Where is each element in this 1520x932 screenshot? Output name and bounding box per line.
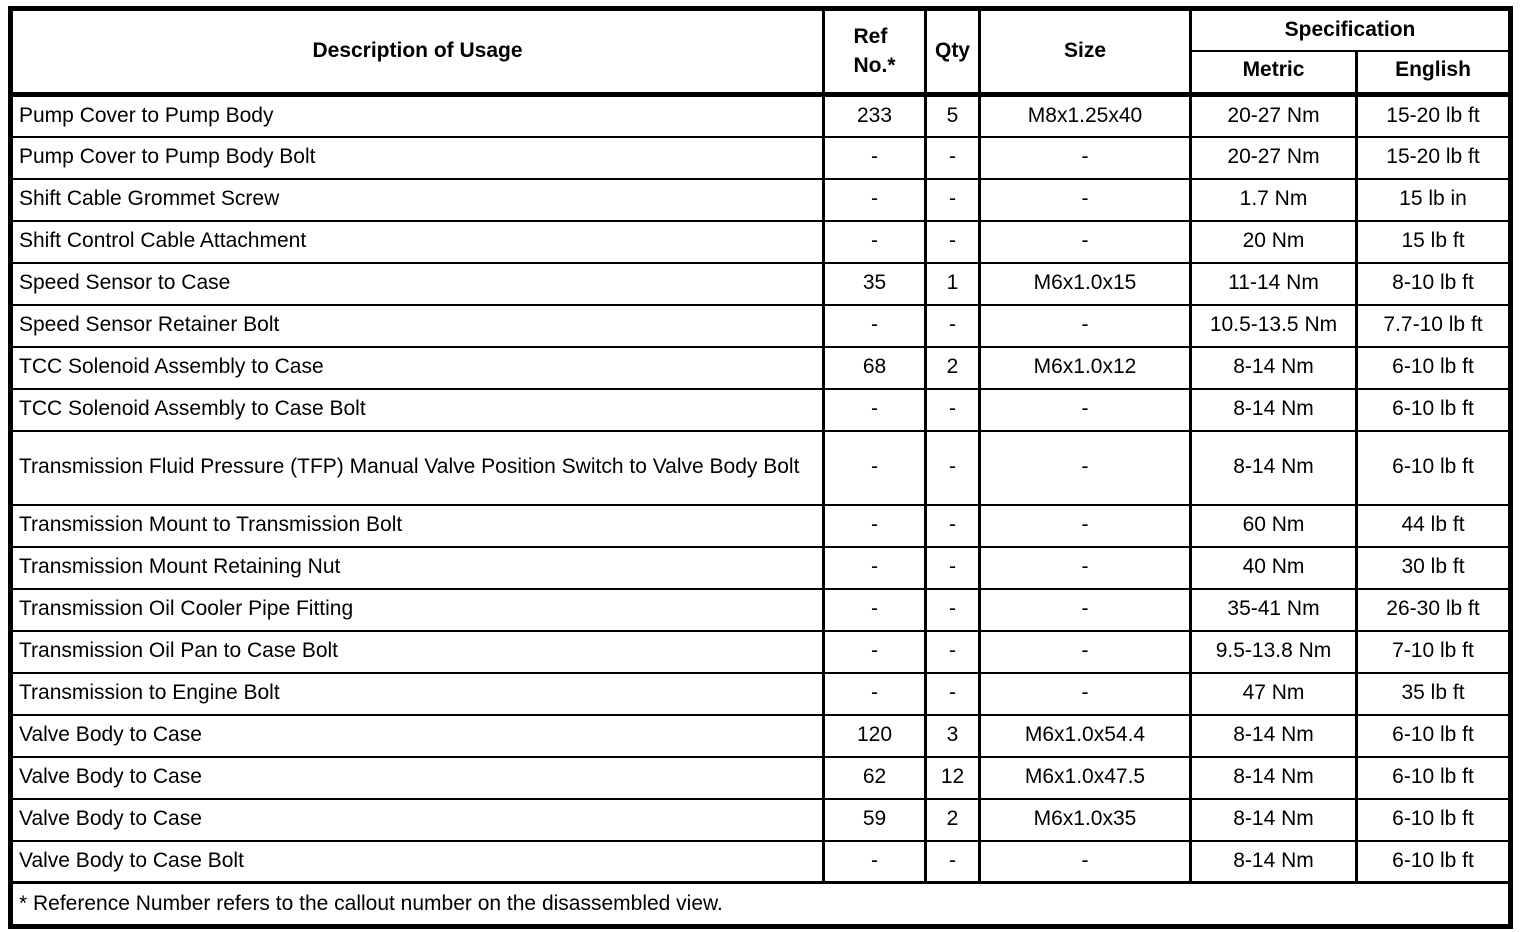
cell-ref: - <box>824 505 926 547</box>
cell-ref: 68 <box>824 347 926 389</box>
cell-metric: 10.5-13.5 Nm <box>1191 305 1357 347</box>
column-header-description: Description of Usage <box>11 9 824 95</box>
cell-qty: - <box>926 841 980 883</box>
cell-ref: - <box>824 673 926 715</box>
cell-english: 6-10 lb ft <box>1357 799 1511 841</box>
cell-qty: - <box>926 305 980 347</box>
table-row <box>11 305 1511 347</box>
cell-size: - <box>980 221 1191 263</box>
cell-qty: 1 <box>926 263 980 305</box>
ref-no-label <box>854 23 896 80</box>
cell-english: 44 lb ft <box>1357 505 1511 547</box>
cell-metric: 8-14 Nm <box>1191 431 1357 505</box>
cell-qty: - <box>926 631 980 673</box>
cell-size: - <box>980 137 1191 179</box>
cell-ref: - <box>824 431 926 505</box>
cell-qty: 2 <box>926 799 980 841</box>
cell-qty: - <box>926 389 980 431</box>
cell-size: - <box>980 505 1191 547</box>
cell-metric: 9.5-13.8 Nm <box>1191 631 1357 673</box>
cell-ref: - <box>824 389 926 431</box>
cell-size: M6x1.0x54.4 <box>980 715 1191 757</box>
cell-qty: - <box>926 505 980 547</box>
cell-english: 6-10 lb ft <box>1357 347 1511 389</box>
table-row <box>11 589 1511 631</box>
cell-qty: - <box>926 589 980 631</box>
table-row <box>11 179 1511 221</box>
cell-size: - <box>980 389 1191 431</box>
cell-qty: 12 <box>926 757 980 799</box>
ref-no-line1: Ref <box>853 25 888 49</box>
cell-ref: - <box>824 631 926 673</box>
cell-qty: - <box>926 221 980 263</box>
table-header <box>11 9 1511 95</box>
cell-english: 35 lb ft <box>1357 673 1511 715</box>
table-row <box>11 389 1511 431</box>
cell-ref: 59 <box>824 799 926 841</box>
cell-ref: 233 <box>824 95 926 137</box>
cell-desc: Valve Body to Case <box>11 799 824 841</box>
cell-size: - <box>980 631 1191 673</box>
cell-desc: Transmission Oil Pan to Case Bolt <box>11 631 824 673</box>
cell-metric: 8-14 Nm <box>1191 389 1357 431</box>
cell-ref: 35 <box>824 263 926 305</box>
cell-desc: Pump Cover to Pump Body <box>11 95 824 137</box>
cell-desc: Valve Body to Case Bolt <box>11 841 824 883</box>
cell-size: - <box>980 431 1191 505</box>
cell-metric: 35-41 Nm <box>1191 589 1357 631</box>
footnote-text: * Reference Number refers to the callout number on the disassembled view. <box>11 883 1511 927</box>
cell-ref: - <box>824 841 926 883</box>
cell-metric: 8-14 Nm <box>1191 799 1357 841</box>
cell-ref: - <box>824 589 926 631</box>
cell-desc: Speed Sensor to Case <box>11 263 824 305</box>
cell-desc: Transmission Fluid Pressure (TFP) Manual Valve Position Switch to Valve Body Bolt <box>11 431 824 505</box>
cell-ref: - <box>824 547 926 589</box>
cell-size: M6x1.0x35 <box>980 799 1191 841</box>
cell-metric: 11-14 Nm <box>1191 263 1357 305</box>
cell-size: - <box>980 841 1191 883</box>
column-header-qty: Qty <box>926 9 980 95</box>
cell-metric: 8-14 Nm <box>1191 347 1357 389</box>
cell-english: 6-10 lb ft <box>1357 431 1511 505</box>
cell-metric: 60 Nm <box>1191 505 1357 547</box>
cell-metric: 20-27 Nm <box>1191 137 1357 179</box>
cell-metric: 8-14 Nm <box>1191 715 1357 757</box>
cell-english: 15 lb in <box>1357 179 1511 221</box>
cell-ref: - <box>824 179 926 221</box>
table-row <box>11 673 1511 715</box>
cell-desc: Valve Body to Case <box>11 715 824 757</box>
cell-ref: - <box>824 137 926 179</box>
cell-english: 15-20 lb ft <box>1357 95 1511 137</box>
cell-size: - <box>980 673 1191 715</box>
ref-no-line2: No.* <box>853 53 896 77</box>
fastener-spec-table <box>8 6 1513 929</box>
cell-english: 26-30 lb ft <box>1357 589 1511 631</box>
column-header-size: Size <box>980 9 1191 95</box>
cell-qty: 5 <box>926 95 980 137</box>
cell-qty: - <box>926 137 980 179</box>
cell-desc: Shift Control Cable Attachment <box>11 221 824 263</box>
cell-english: 15 lb ft <box>1357 221 1511 263</box>
cell-qty: - <box>926 431 980 505</box>
cell-metric: 1.7 Nm <box>1191 179 1357 221</box>
cell-english: 7.7-10 lb ft <box>1357 305 1511 347</box>
table-row <box>11 137 1511 179</box>
cell-qty: 2 <box>926 347 980 389</box>
table-row <box>11 431 1511 505</box>
cell-desc: Speed Sensor Retainer Bolt <box>11 305 824 347</box>
cell-ref: 62 <box>824 757 926 799</box>
column-header-specification: Specification <box>1191 9 1511 51</box>
cell-size: - <box>980 179 1191 221</box>
table-footer <box>11 883 1511 927</box>
table-row <box>11 95 1511 137</box>
cell-desc: Valve Body to Case <box>11 757 824 799</box>
cell-ref: - <box>824 221 926 263</box>
cell-metric: 8-14 Nm <box>1191 841 1357 883</box>
cell-size: M8x1.25x40 <box>980 95 1191 137</box>
cell-desc: Shift Cable Grommet Screw <box>11 179 824 221</box>
cell-desc: TCC Solenoid Assembly to Case <box>11 347 824 389</box>
table-row <box>11 263 1511 305</box>
cell-english: 6-10 lb ft <box>1357 389 1511 431</box>
cell-english: 7-10 lb ft <box>1357 631 1511 673</box>
table-row <box>11 799 1511 841</box>
table-row <box>11 715 1511 757</box>
cell-size: M6x1.0x47.5 <box>980 757 1191 799</box>
cell-ref: 120 <box>824 715 926 757</box>
cell-english: 6-10 lb ft <box>1357 841 1511 883</box>
header-row-specification <box>11 9 1511 51</box>
cell-qty: - <box>926 547 980 589</box>
column-header-ref-no <box>824 9 926 95</box>
cell-metric: 40 Nm <box>1191 547 1357 589</box>
table-row <box>11 631 1511 673</box>
cell-desc: Transmission Oil Cooler Pipe Fitting <box>11 589 824 631</box>
cell-size: - <box>980 547 1191 589</box>
cell-english: 30 lb ft <box>1357 547 1511 589</box>
cell-metric: 47 Nm <box>1191 673 1357 715</box>
cell-metric: 8-14 Nm <box>1191 757 1357 799</box>
table-row <box>11 221 1511 263</box>
footnote-row <box>11 883 1511 927</box>
cell-metric: 20 Nm <box>1191 221 1357 263</box>
cell-desc: Transmission Mount Retaining Nut <box>11 547 824 589</box>
table-row <box>11 757 1511 799</box>
table-body <box>11 95 1511 883</box>
cell-desc: TCC Solenoid Assembly to Case Bolt <box>11 389 824 431</box>
cell-ref: - <box>824 305 926 347</box>
cell-size: - <box>980 305 1191 347</box>
cell-size: - <box>980 589 1191 631</box>
cell-metric: 20-27 Nm <box>1191 95 1357 137</box>
cell-desc: Transmission Mount to Transmission Bolt <box>11 505 824 547</box>
cell-qty: 3 <box>926 715 980 757</box>
cell-english: 8-10 lb ft <box>1357 263 1511 305</box>
cell-qty: - <box>926 673 980 715</box>
cell-english: 15-20 lb ft <box>1357 137 1511 179</box>
cell-english: 6-10 lb ft <box>1357 757 1511 799</box>
cell-qty: - <box>926 179 980 221</box>
column-header-english: English <box>1357 51 1511 95</box>
table-row <box>11 841 1511 883</box>
table-row <box>11 347 1511 389</box>
cell-english: 6-10 lb ft <box>1357 715 1511 757</box>
cell-size: M6x1.0x15 <box>980 263 1191 305</box>
cell-desc: Pump Cover to Pump Body Bolt <box>11 137 824 179</box>
table-row <box>11 547 1511 589</box>
column-header-metric: Metric <box>1191 51 1357 95</box>
cell-desc: Transmission to Engine Bolt <box>11 673 824 715</box>
table-row <box>11 505 1511 547</box>
cell-size: M6x1.0x12 <box>980 347 1191 389</box>
